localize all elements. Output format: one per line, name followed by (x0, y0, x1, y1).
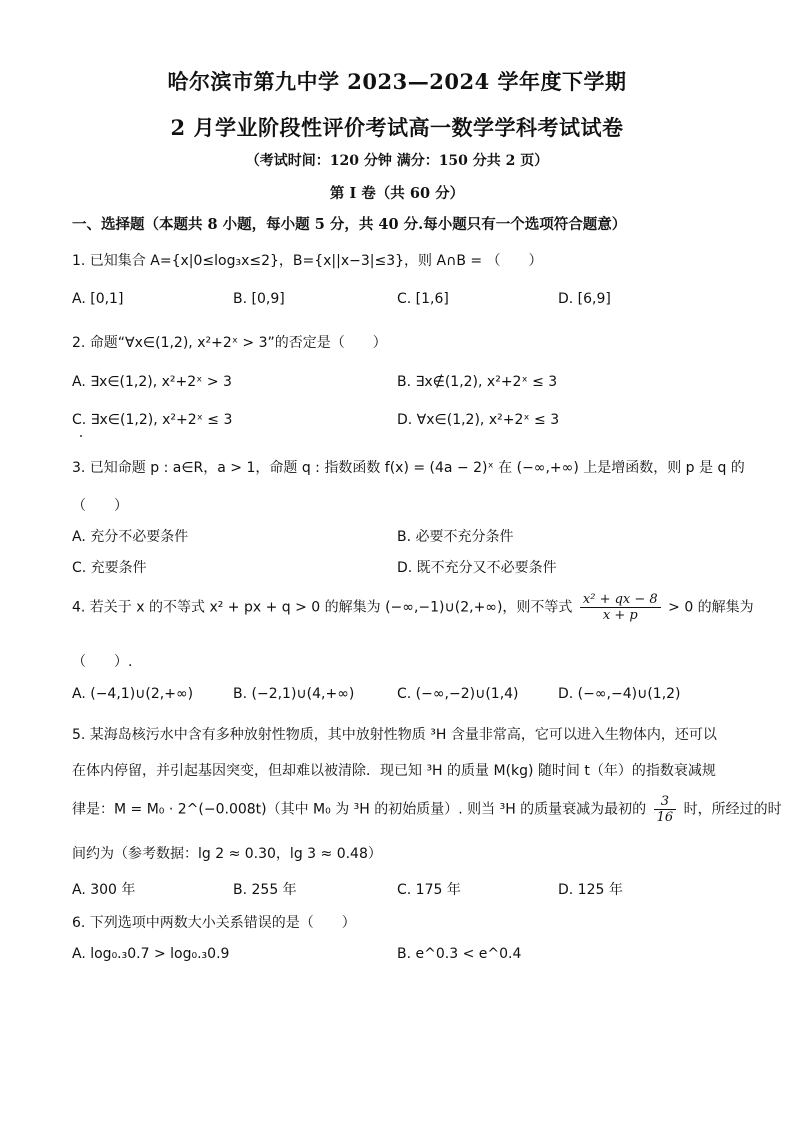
exam-title-line2: 2 月学业阶段性评价考试高一数学学科考试试卷 (170, 115, 624, 140)
question-2-option-b: B. ∃x∉(1,2), x²+2ˣ ≤ 3 (397, 374, 558, 390)
question-4-stem (72, 592, 754, 623)
question-5-option-b: B. 255 年 (233, 882, 297, 898)
question-5-option-a: A. 300 年 (72, 882, 136, 898)
part-heading: 第 I 卷（共 60 分） (329, 185, 465, 202)
question-5-fraction-numerator: 3 (654, 794, 677, 810)
question-1-option-d: D. [6,9] (558, 291, 611, 307)
question-3-stem: 3. 已知命题 p : a∈R，a > 1，命题 q : 指数函数 f(x) = (4a − 2)ˣ 在 (−∞,+∞) 上是增函数，则 p 是 q 的 (72, 460, 745, 476)
question-5-fraction-denominator: 16 (656, 810, 674, 825)
question-2-option-c: C. ∃x∈(1,2), x²+2ˣ ≤ 3 (72, 412, 233, 428)
section-heading: 一、选择题（本题共 8 小题，每小题 5 分，共 40 分.每小题只有一个选项符合题意） (72, 216, 627, 233)
question-3-option-c: C. 充要条件 (72, 560, 147, 576)
question-3-option-d: D. 既不充分又不必要条件 (397, 560, 557, 576)
question-6-option-b: B. e^0.3 < e^0.4 (397, 946, 522, 962)
question-4-fraction-numerator: x² + qx − 8 (580, 592, 661, 608)
exam-title-line1: 哈尔滨市第九中学 2023—2024 学年度下学期 (167, 69, 627, 94)
question-5-line-4: 间约为（参考数据：lg 2 ≈ 0.30，lg 3 ≈ 0.48） (72, 846, 382, 862)
question-2-stem: 2. 命题“∀x∈(1,2), x²+2ˣ > 3”的否定是（ ） (72, 335, 387, 351)
question-5-line-3-part-b: 时，所经过的时 (683, 801, 782, 818)
question-5-line-3 (72, 794, 782, 825)
question-5-option-c: C. 175 年 (397, 882, 461, 898)
question-1-option-c: C. [1,6] (397, 291, 449, 307)
question-4-option-a: A. (−4,1)∪(2,+∞) (72, 686, 194, 702)
question-3-stem-continued: （ ） (72, 498, 128, 514)
question-4-option-c: C. (−∞,−2)∪(1,4) (397, 686, 519, 702)
question-2-option-d: D. ∀x∈(1,2), x²+2ˣ ≤ 3 (397, 412, 560, 428)
question-4-fraction-denominator: x + p (602, 608, 638, 623)
question-1-stem: 1. 已知集合 A={x|0≤log₃x≤2}，B={x||x−3|≤3}，则 A∩B = （ ） (72, 253, 543, 269)
question-6-option-a: A. log₀.₃0.7 > log₀.₃0.9 (72, 946, 230, 962)
question-5-line-1: 5. 某海岛核污水中含有多种放射性物质，其中放射性物质 ³H 含量非常高，它可以进入生物体内，还可以 (72, 727, 717, 743)
question-5-line-2: 在体内停留，并引起基因突变，但却难以被清除．现已知 ³H 的质量 M(kg) 随时间 t（年）的指数衰减规 (72, 763, 716, 779)
exam-info: （考试时间：120 分钟 满分：150 分共 2 页） (245, 153, 549, 169)
question-2-option-a: A. ∃x∈(1,2), x²+2ˣ > 3 (72, 374, 232, 390)
question-3-option-a: A. 充分不必要条件 (72, 529, 189, 545)
question-4-fraction (580, 592, 661, 623)
question-4-option-d: D. (−∞,−4)∪(1,2) (558, 686, 681, 702)
question-5-fraction (654, 794, 677, 825)
question-4-stem-continued: （ ）. (72, 654, 133, 670)
question-3-option-b: B. 必要不充分条件 (397, 529, 514, 545)
question-4-option-b: B. (−2,1)∪(4,+∞) (233, 686, 355, 702)
question-1-option-b: B. [0,9] (233, 291, 285, 307)
stray-dot-mark (80, 435, 82, 437)
question-1-option-a: A. [0,1] (72, 291, 124, 307)
question-5-option-d: D. 125 年 (558, 882, 623, 898)
question-5-line-3-part-a: 律是：M = M₀ · 2^(−0.008t)（其中 M₀ 为 ³H 的初始质量）. 则当 ³H 的质量衰减为最初的 (72, 801, 647, 818)
question-4-stem-part-a: 4. 若关于 x 的不等式 x² + px + q > 0 的解集为 (−∞,−1)∪(2,+∞)，则不等式 (72, 599, 573, 616)
question-6-stem: 6. 下列选项中两数大小关系错误的是（ ） (72, 915, 356, 931)
question-4-stem-part-b: > 0 的解集为 (668, 599, 754, 616)
